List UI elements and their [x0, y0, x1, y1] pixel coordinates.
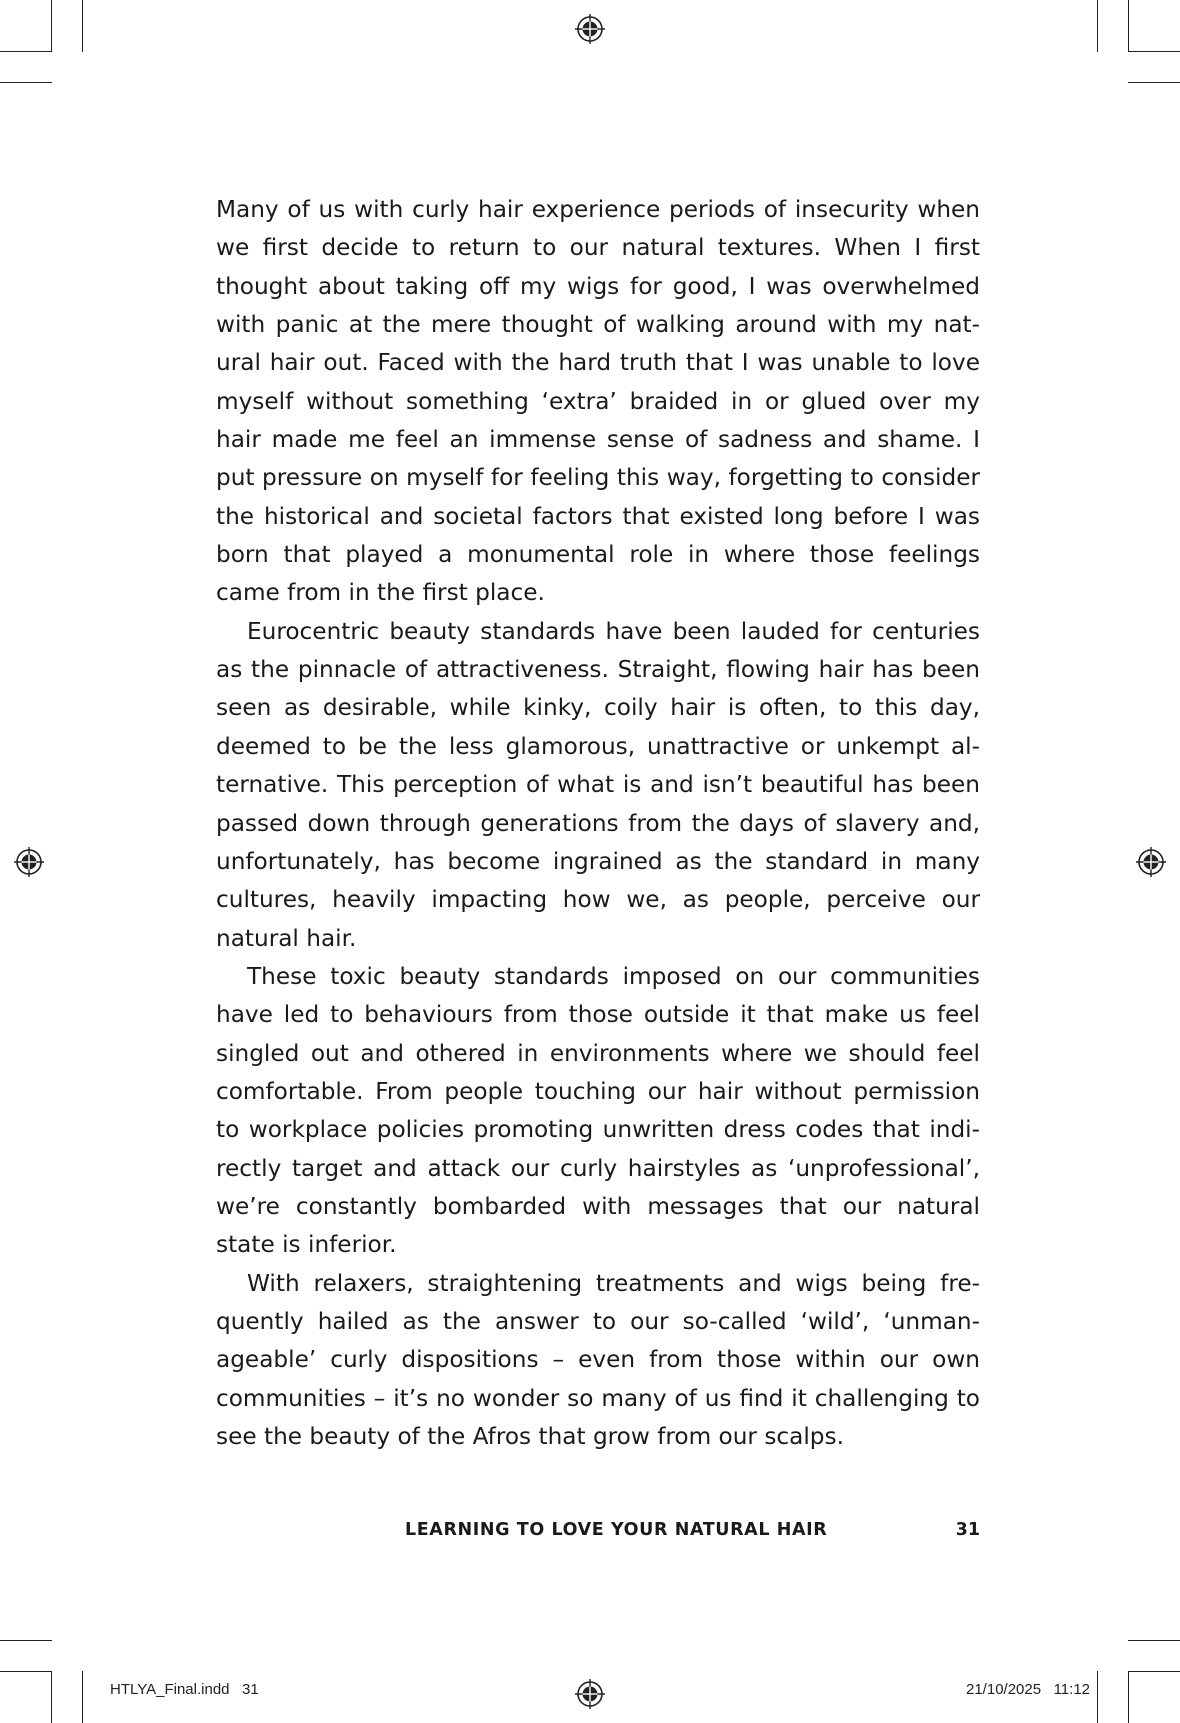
body-text	[216, 191, 980, 1456]
crop-mark-top-right-horizontal-outer	[1128, 51, 1180, 52]
crop-mark-bottom-right-vertical-inner	[1097, 1671, 1098, 1723]
slug-file-info: HTLYA_Final.indd 31	[110, 1681, 259, 1698]
crop-mark-top-right-horizontal	[1128, 82, 1180, 83]
running-footer: LEARNING TO LOVE YOUR NATURAL HAIR	[405, 1520, 828, 1540]
crop-mark-bottom-left-vertical-inner	[82, 1671, 83, 1723]
paragraph: These toxic beauty standards imposed on our communities have led to behaviours from those outside it that make us feel singled out and othered in environments where we should feel comfortable. From people touching our hair without permission to workplace policies promoting unwritten dress codes that indirectly target and attack our curly hairstyles as ‘unprofessional’, we’re constantly bombarded with messages that our natural state is inferior.	[216, 962, 980, 1259]
crop-mark-bottom-right-horizontal-outer	[1128, 1671, 1180, 1672]
paragraph: Many of us with curly hair experience periods of insecurity when we first decide to return to our natural textures. When I first thought about taking off my wigs for good, I was overwhelmed with panic at the mere thought of walking around with my natural hair out. Faced with the hard truth that I was unable to love myself without something ‘extra’ braided in or glued over my hair made me feel an immense sense of sadness and shame. I put pressure on myself for feeling this way, forgetting to consider the historical and societal factors that existed long before I was born that played a monumental role in where those feelings came from in the first place.	[216, 196, 980, 607]
crop-mark-top-left-horizontal-outer	[0, 51, 52, 52]
crop-mark-bottom-left-vertical-outer	[51, 1671, 52, 1723]
crop-mark-bottom-left-horizontal-outer	[0, 1671, 52, 1672]
crop-mark-bottom-right-horizontal	[1128, 1640, 1180, 1641]
registration-mark-icon	[575, 14, 605, 44]
paragraph: With relaxers, straightening treatments and wigs being frequently hailed as the answer to our so-called ‘wild’, ‘unmanageable’ curly dispositions – even from those within our own communities – it’s no wonder so many of us find it challenging to see the beauty of the Afros that grow from our scalps.	[216, 1269, 980, 1450]
crop-mark-top-left-horizontal	[0, 82, 52, 83]
page-number: 31	[955, 1520, 980, 1540]
slug-timestamp: 21/10/2025 11:12	[966, 1681, 1090, 1698]
crop-mark-top-left-vertical-inner	[82, 0, 83, 52]
crop-mark-top-right-vertical-outer	[1128, 0, 1129, 52]
registration-mark-icon	[575, 1679, 605, 1709]
crop-mark-top-right-vertical-inner	[1097, 0, 1098, 52]
crop-mark-bottom-left-horizontal	[0, 1640, 52, 1641]
crop-mark-bottom-right-vertical-outer	[1128, 1671, 1129, 1723]
paragraph: Eurocentric beauty standards have been lauded for centuries as the pinnacle of attractiveness. Straight, flowing hair has been seen as desirable, while kinky, coily hair is often, to this day, deemed to be the less glamorous, unattractive or unkempt alternative. This perception of what is and isn’t beautiful has been passed down through generations from the days of slavery and, unfortunately, has become ingrained as the standard in many cultures, heavily impacting how we, as people, perceive our natural hair.	[216, 617, 980, 952]
registration-mark-icon	[14, 847, 44, 877]
crop-mark-top-left-vertical-outer	[51, 0, 52, 52]
registration-mark-icon	[1136, 847, 1166, 877]
